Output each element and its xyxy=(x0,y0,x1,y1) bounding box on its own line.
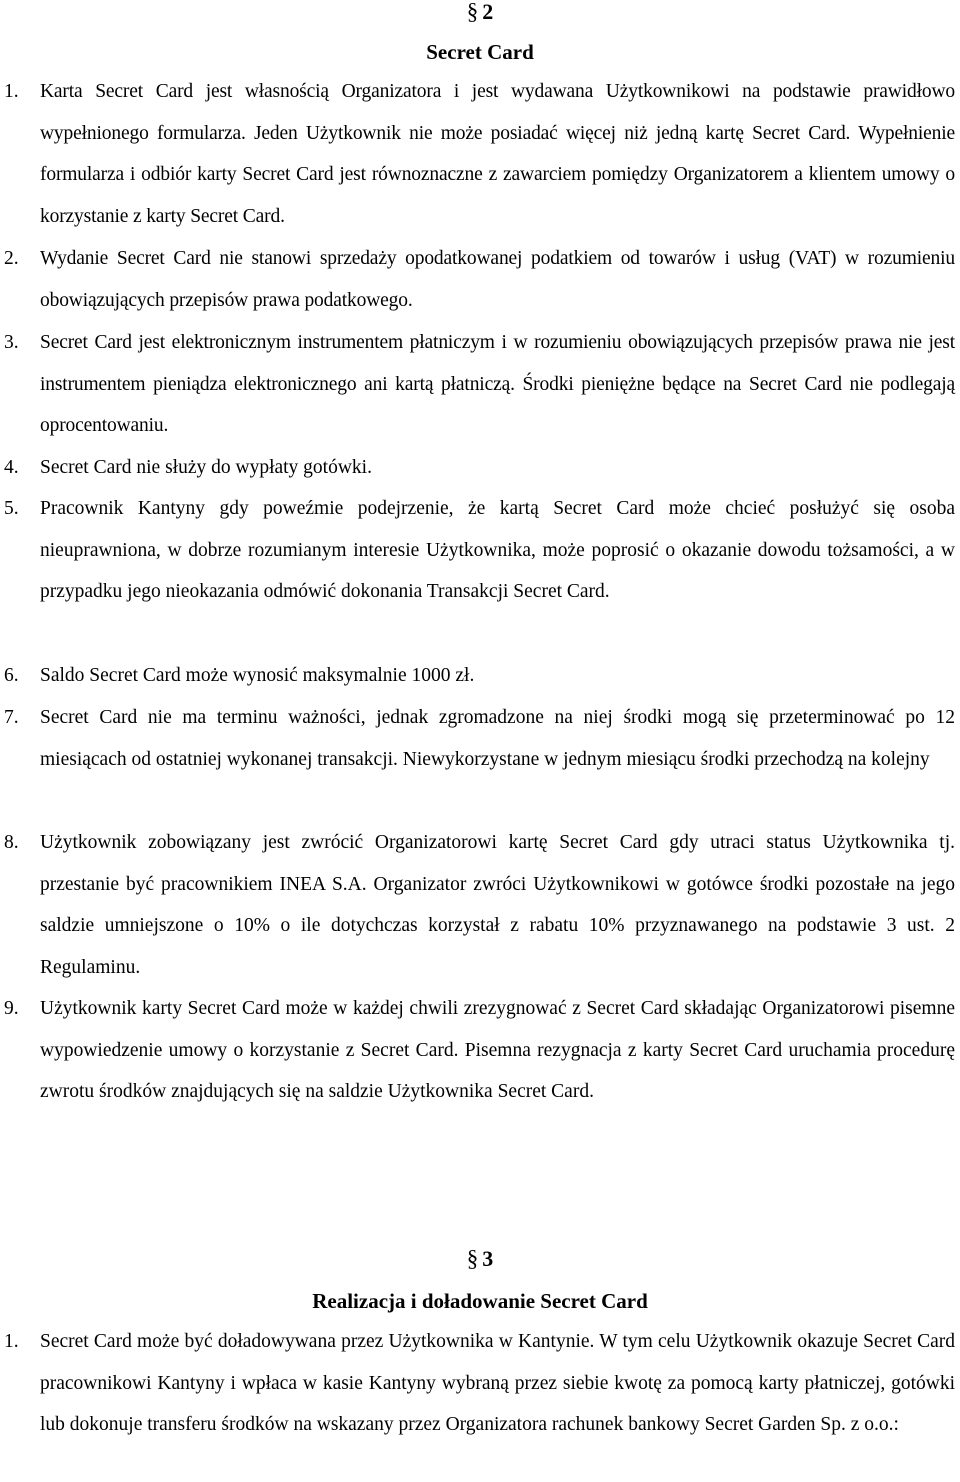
item-text: Secret Card nie służy do wypłaty gotówki. xyxy=(40,457,372,478)
item-number: 1. xyxy=(4,1331,19,1352)
section-2-title: Secret Card xyxy=(426,40,534,64)
section-2-heading xyxy=(0,0,960,24)
item-text: Pracownik Kantyny gdy poweźmie podejrzenie, że kartą Secret Card może chcieć posłużyć się osoba nieuprawniona, w dobrze rozumianym interesie Użytkownika, może poprosić o okazanie dowodu tożsamości, a w przypadku jego nieokazania odmówić dokonania Transakcji Secret Card. xyxy=(40,498,955,603)
section-sign: § xyxy=(466,0,479,24)
item-text: Karta Secret Card jest własnością Organizatora i jest wydawana Użytkownikowi na podstawie prawidłowo wypełnionego formularza. Jeden Użytkownik nie może posiadać więcej niż jedną kartę Secret Card. Wypełnienie formularza i odbiór karty Secret Card jest równoznaczne z zawarciem pomiędzy Organizatorem a klientem umowy o korzystanie z karty Secret Card. xyxy=(40,81,955,227)
section-number: 2 xyxy=(482,0,494,24)
item-number: 7. xyxy=(4,707,19,728)
item-text: Saldo Secret Card może wynosić maksymalnie 1000 zł. xyxy=(40,665,475,686)
item-number: 8. xyxy=(4,832,19,853)
item-number: 1. xyxy=(4,81,19,102)
item-text: Użytkownik zobowiązany jest zwrócić Organizatorowi kartę Secret Card gdy utraci status Użytkownika tj. przestanie być pracownikiem INEA S.A. Organizator zwróci Użytkownikowi w gotówce środki pozostałe na jego saldzie umniejszone o 10% o ile dotychczas korzystał z rabatu 10% przyznawanego na podstawie 3 ust. 2 Regulaminu. xyxy=(40,832,955,978)
section-3-heading xyxy=(0,1247,960,1271)
item-text: Wydanie Secret Card nie stanowi sprzedaży opodatkowanej podatkiem od towarów i usług (VAT) w rozumieniu obowiązujących przepisów prawa podatkowego. xyxy=(40,248,955,311)
item-number: 9. xyxy=(4,998,19,1019)
item-number: 4. xyxy=(4,457,19,478)
item-number: 5. xyxy=(4,498,19,519)
item-number: 2. xyxy=(4,248,19,269)
item-text: Secret Card nie ma terminu ważności, jednak zgromadzone na niej środki mogą się przeterminować po 12 miesiącach od ostatniej wykonanej transakcji. Niewykorzystane w jednym miesiącu środki przechodzą na kolejny xyxy=(40,707,955,770)
item-text: Secret Card jest elektronicznym instrumentem płatniczym i w rozumieniu obowiązujących przepisów prawa nie jest instrumentem pieniądza elektronicznego ani kartą płatniczą. Środki pieniężne będące na Secret Card nie podlegają oprocentowaniu. xyxy=(40,332,955,437)
section-3-title: Realizacja i doładowanie Secret Card xyxy=(312,1289,648,1313)
item-text: Użytkownik karty Secret Card może w każdej chwili zrezygnować z Secret Card składając Organizatorowi pisemne wypowiedzenie umowy o korzystanie z Secret Card. Pisemna rezygnacja z karty Secret Card uruchamia procedurę zwrotu środków znajdujących się na saldzie Użytkownika Secret Card. xyxy=(40,998,955,1103)
section-sign: § xyxy=(466,1246,479,1271)
item-text: Secret Card może być doładowywana przez Użytkownika w Kantynie. W tym celu Użytkownik okazuje Secret Card pracownikowi Kantyny i wpłaca w kasie Kantyny wybraną przez siebie kwotę za pomocą karty płatniczej, gotówki lub dokonuje transferu środków na wskazany przez Organizatora rachunek bankowy Secret Garden Sp. z o.o.: xyxy=(40,1331,955,1436)
item-number: 3. xyxy=(4,332,19,353)
section-number: 3 xyxy=(482,1246,494,1271)
item-number: 6. xyxy=(4,665,19,686)
